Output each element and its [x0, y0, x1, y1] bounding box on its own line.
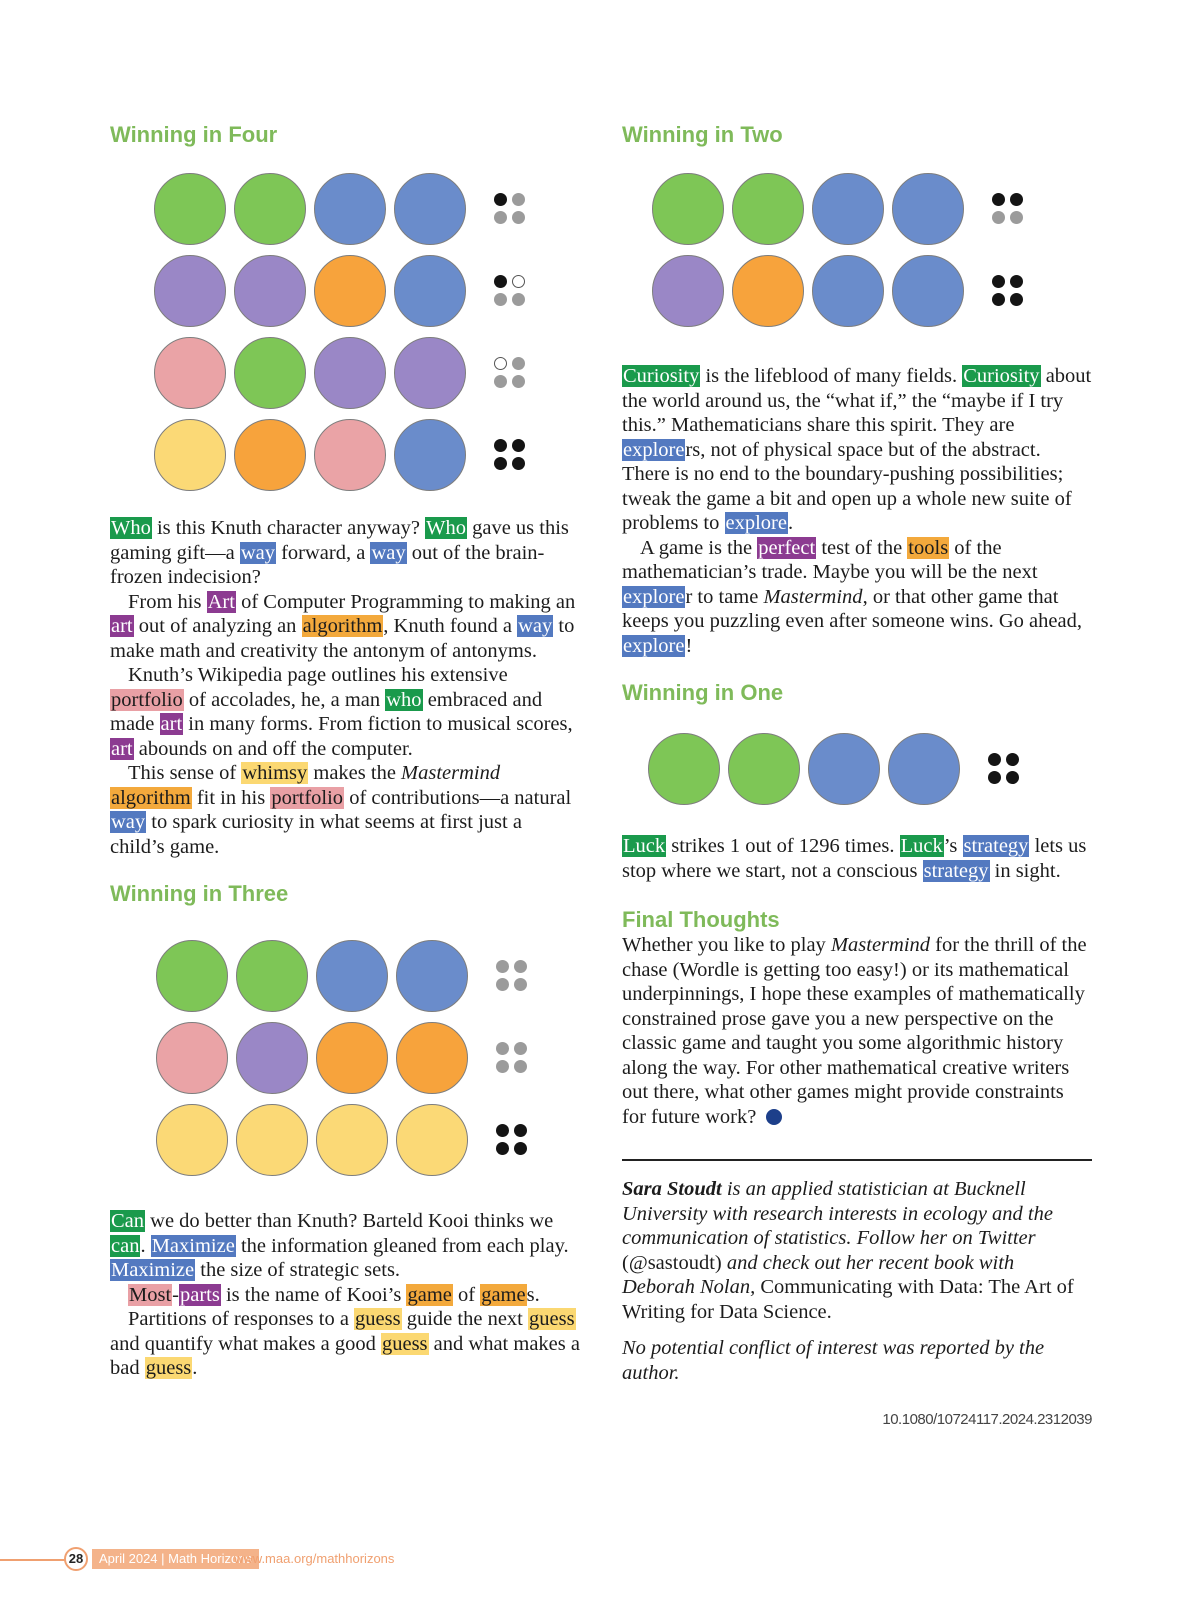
purple-peg: [652, 255, 724, 327]
highlighted-word: can: [111, 1234, 140, 1257]
text-run: in sight.: [989, 859, 1061, 882]
yellow-peg: [156, 1104, 228, 1176]
orange-peg: [316, 1022, 388, 1094]
highlighted-word: explore: [623, 585, 685, 608]
text-run: of: [452, 1283, 481, 1306]
highlighted-word: guess: [381, 1332, 428, 1355]
text-run: From his: [128, 590, 207, 613]
text-run: is the name of Kooi’s: [220, 1283, 407, 1306]
text-run: out of analyzing an: [133, 615, 302, 637]
green-peg: [234, 173, 306, 245]
yellow-peg: [154, 419, 226, 491]
green-peg: [154, 173, 226, 245]
guess-row: [652, 168, 1092, 250]
highlighted-word: algorithm: [111, 786, 191, 809]
yellow-peg: [396, 1104, 468, 1176]
black-feedback-peg: [514, 1124, 527, 1137]
guess-row: [154, 332, 580, 414]
black-feedback-peg: [1006, 753, 1019, 766]
blue-peg: [888, 733, 960, 805]
page-number: 28: [64, 1547, 88, 1571]
orange-peg: [396, 1022, 468, 1094]
highlighted-word: way: [518, 615, 553, 637]
highlighted-word: guess: [355, 1308, 401, 1330]
highlighted-word: Luck: [623, 835, 666, 857]
black-feedback-peg: [514, 1142, 527, 1155]
highlighted-word: perfect: [758, 536, 816, 559]
board-three: [156, 935, 580, 1181]
text-run: , Knuth found a: [383, 615, 518, 637]
highlighted-word: explore: [623, 634, 685, 657]
text-run: to make math and creativity the antonym of antonyms.: [110, 615, 575, 662]
text-run: rs, not of physical space but of the abstract. There is no end to the boundary-pushing possibilities; tweak the game a bit and open up a whole new suite of problems to: [622, 438, 1072, 534]
black-feedback-peg: [494, 275, 507, 288]
gray-feedback-peg: [1010, 211, 1023, 224]
emphasis-text: Mastermind: [830, 934, 931, 956]
text-final: [622, 933, 1092, 1129]
text-run: of the mathematician’s trade. Maybe you will be the next: [622, 536, 1038, 583]
black-feedback-peg: [992, 193, 1005, 206]
feedback-pegs: [494, 275, 526, 307]
green-peg: [236, 940, 308, 1012]
gray-feedback-peg: [496, 978, 509, 991]
text-two: [622, 364, 1092, 658]
text-run: !: [685, 634, 693, 657]
text-run: of contributions—a natural: [344, 786, 572, 809]
text-run: r to tame: [685, 585, 764, 608]
feedback-pegs: [494, 439, 526, 471]
black-feedback-peg: [496, 1124, 509, 1137]
blue-peg: [396, 940, 468, 1012]
blue-peg: [808, 733, 880, 805]
gray-feedback-peg: [494, 375, 507, 388]
gray-feedback-peg: [514, 1042, 527, 1055]
guess-row: [648, 728, 1092, 810]
pink-peg: [156, 1022, 228, 1094]
heading-winning-in-four: Winning in Four: [110, 122, 278, 147]
black-feedback-peg: [1006, 771, 1019, 784]
white-feedback-peg: [494, 357, 507, 370]
orange-peg: [314, 255, 386, 327]
heading-winning-in-three: Winning in Three: [110, 881, 289, 906]
gray-feedback-peg: [992, 211, 1005, 224]
gray-feedback-peg: [496, 960, 509, 973]
feedback-pegs: [494, 193, 526, 225]
feedback-pegs: [992, 193, 1024, 225]
paragraph: [110, 1209, 580, 1283]
left-column: [110, 122, 580, 1381]
guess-row: [154, 168, 580, 250]
black-feedback-peg: [1010, 293, 1023, 306]
text-run: -: [172, 1283, 179, 1306]
gray-feedback-peg: [496, 1060, 509, 1073]
gray-feedback-peg: [514, 1060, 527, 1073]
yellow-peg: [236, 1104, 308, 1176]
highlighted-word: strategy: [963, 835, 1029, 857]
black-feedback-peg: [496, 1142, 509, 1155]
highlighted-word: Maximize: [151, 1234, 235, 1257]
text-run: out of the brain-frozen indecision?: [110, 541, 545, 588]
highlighted-word: portfolio: [111, 688, 183, 711]
highlighted-word: Maximize: [111, 1259, 195, 1281]
black-feedback-peg: [512, 439, 525, 452]
gray-feedback-peg: [512, 193, 525, 206]
purple-peg: [234, 255, 306, 327]
text-run: in many forms. From fiction to musical scores,: [183, 713, 573, 735]
text-run: .: [140, 1234, 151, 1257]
text-run: A game is the: [640, 536, 758, 559]
black-feedback-peg: [992, 293, 1005, 306]
text-run: Whether you like to play: [622, 934, 831, 956]
feedback-pegs: [496, 1124, 528, 1156]
purple-peg: [154, 255, 226, 327]
emphasis-text: Mastermind: [763, 585, 863, 608]
text-run: Partitions of responses to a: [128, 1308, 355, 1330]
text-run: to spark curiosity in what seems at first just a child’s game.: [110, 811, 522, 858]
pink-peg: [154, 337, 226, 409]
black-feedback-peg: [1010, 275, 1023, 288]
highlighted-word: game: [407, 1283, 452, 1306]
green-peg: [728, 733, 800, 805]
gray-feedback-peg: [494, 293, 507, 306]
blue-peg: [394, 255, 466, 327]
paragraph: [622, 364, 1092, 536]
gray-feedback-peg: [494, 211, 507, 224]
heading-final-thoughts: Final Thoughts: [622, 907, 780, 932]
text-run: Knuth’s Wikipedia page outlines his extensive: [128, 664, 508, 686]
text-run: s.: [526, 1283, 540, 1306]
text-run: gave us this gaming gift—a: [110, 517, 569, 564]
purple-peg: [394, 337, 466, 409]
divider-rule: [622, 1159, 1092, 1161]
text-run: fit in his: [191, 786, 271, 809]
pink-peg: [314, 419, 386, 491]
black-feedback-peg: [992, 275, 1005, 288]
board-four: [154, 168, 580, 496]
highlighted-word: art: [160, 713, 183, 735]
black-feedback-peg: [988, 753, 1001, 766]
highlighted-word: parts: [179, 1283, 220, 1306]
emphasis-text: Sara Stoudt: [622, 1178, 722, 1200]
green-peg: [234, 337, 306, 409]
highlighted-word: guess: [145, 1357, 192, 1379]
guess-row: [154, 250, 580, 332]
highlighted-word: Curiosity: [963, 365, 1040, 387]
highlighted-word: way: [111, 811, 146, 833]
conflict-statement: No potential conflict of interest was reported by the author.: [622, 1337, 1045, 1384]
text-run: the size of strategic sets.: [195, 1259, 401, 1281]
guess-row: [652, 250, 1092, 332]
text-run: test of the: [816, 536, 908, 559]
paragraph: [622, 536, 1092, 659]
paragraph: [622, 933, 1092, 1129]
blue-peg: [314, 173, 386, 245]
feedback-pegs: [494, 357, 526, 389]
paragraph: [110, 590, 580, 664]
highlighted-word: explore: [725, 512, 787, 534]
highlighted-word: portfolio: [271, 786, 344, 809]
gray-feedback-peg: [512, 293, 525, 306]
text-run: This sense of: [128, 762, 242, 784]
paragraph: [622, 834, 1092, 883]
text-run: .: [192, 1357, 198, 1379]
text-three: [110, 1209, 580, 1381]
highlighted-word: art: [111, 615, 133, 637]
paragraph: [110, 516, 580, 590]
gray-feedback-peg: [496, 1042, 509, 1055]
highlighted-word: Who: [111, 517, 151, 539]
highlighted-word: Art: [207, 590, 235, 613]
black-feedback-peg: [494, 439, 507, 452]
gray-feedback-peg: [512, 357, 525, 370]
guess-row: [156, 1017, 580, 1099]
paragraph: [110, 663, 580, 761]
emphasis-text: and check out her recent book with Deborah Nolan,: [622, 1251, 1015, 1298]
blue-peg: [812, 173, 884, 245]
board-one: [648, 728, 1092, 810]
text-run: about the world around us, the “what if,” the “maybe if I try this.” Mathematicians share this spirit. They are: [622, 365, 1092, 436]
highlighted-word: Curiosity: [623, 365, 700, 387]
gray-feedback-peg: [514, 960, 527, 973]
right-column: [622, 122, 1092, 1428]
text-run: is this Knuth character anyway?: [151, 517, 426, 539]
text-run: guide the next: [401, 1308, 528, 1330]
doi: 10.1080/10724117.2024.2312039: [882, 1411, 1092, 1428]
feedback-pegs: [496, 960, 528, 992]
gray-feedback-peg: [514, 978, 527, 991]
white-feedback-peg: [512, 275, 525, 288]
highlighted-word: tools: [908, 536, 949, 559]
black-feedback-peg: [494, 193, 507, 206]
text-run: and what makes a bad: [110, 1332, 580, 1379]
highlighted-word: Luck: [900, 835, 943, 857]
blue-peg: [812, 255, 884, 327]
feedback-pegs: [992, 275, 1024, 307]
blue-peg: [892, 173, 964, 245]
text-four: [110, 516, 580, 859]
paragraph: [110, 1307, 580, 1381]
board-two: [652, 168, 1092, 332]
green-peg: [652, 173, 724, 245]
black-feedback-peg: [988, 771, 1001, 784]
heading-winning-in-one: Winning in One: [622, 680, 784, 705]
text-run: Communicating with Data: The Art of Writing for Data Science.: [622, 1276, 1074, 1323]
highlighted-word: art: [111, 737, 133, 760]
yellow-peg: [316, 1104, 388, 1176]
text-run: of accolades, he, a man: [183, 688, 386, 711]
highlighted-word: guess: [529, 1308, 575, 1330]
highlighted-word: Most: [129, 1283, 172, 1306]
green-peg: [156, 940, 228, 1012]
orange-peg: [732, 255, 804, 327]
guess-row: [156, 935, 580, 1017]
text-run: ’s: [943, 835, 963, 857]
text-run: makes the: [308, 762, 402, 784]
highlighted-word: who: [386, 688, 422, 711]
text-run: forward, a: [275, 541, 371, 564]
paragraph: [110, 761, 580, 859]
text-run: the information gleaned from each play.: [235, 1234, 569, 1257]
gray-feedback-peg: [512, 211, 525, 224]
heading-winning-in-two: Winning in Two: [622, 122, 783, 147]
highlighted-word: way: [240, 541, 275, 564]
text-run: abounds on and off the computer.: [133, 737, 413, 760]
text-run: (@sastoudt): [622, 1251, 722, 1274]
text-run: for the thrill of the chase (Wordle is getting too easy!) or its mathematical underpinnings, I hope these examples of mathematically constrained prose gave you a new perspective on the classic game and taught you some algorithmic history along the way. For other mathematical creative writers out there, what other games might provide constraints for future work?: [622, 934, 1087, 1128]
emphasis-text: Mastermind: [401, 762, 501, 784]
page-footer: [0, 1546, 420, 1574]
text-run: and quantify what makes a good: [110, 1332, 381, 1355]
guess-row: [156, 1099, 580, 1181]
highlighted-word: game: [481, 1283, 526, 1306]
emphasis-text: is an applied statistician at Bucknell University with research interests in ecology and the communication of statistics. Follow her on Twitter: [622, 1178, 1053, 1249]
highlighted-word: Who: [426, 517, 466, 539]
text-run: strikes 1 out of 1296 times.: [666, 835, 900, 857]
highlighted-word: whimsy: [242, 762, 308, 784]
feedback-pegs: [496, 1042, 528, 1074]
text-run: .: [787, 512, 794, 534]
black-feedback-peg: [494, 457, 507, 470]
highlighted-word: algorithm: [302, 615, 383, 637]
end-mark-icon: [766, 1109, 782, 1125]
purple-peg: [236, 1022, 308, 1094]
text-run: we do better than Knuth? Barteld Kooi thinks we: [145, 1210, 554, 1232]
issue-tag: April 2024 | Math Horizons: [92, 1549, 259, 1569]
guess-row: [154, 414, 580, 496]
black-feedback-peg: [1010, 193, 1023, 206]
blue-peg: [316, 940, 388, 1012]
text-run: is the lifeblood of many fields.: [700, 365, 963, 387]
green-peg: [648, 733, 720, 805]
author-bio: [622, 1177, 1092, 1324]
highlighted-word: explore: [623, 438, 685, 461]
blue-peg: [394, 173, 466, 245]
highlighted-word: way: [371, 541, 406, 564]
highlighted-word: Can: [111, 1210, 145, 1232]
highlighted-word: strategy: [923, 859, 989, 882]
text-one: [622, 834, 1092, 883]
purple-peg: [314, 337, 386, 409]
green-peg: [732, 173, 804, 245]
blue-peg: [394, 419, 466, 491]
paragraph: [110, 1283, 580, 1308]
gray-feedback-peg: [512, 375, 525, 388]
blue-peg: [892, 255, 964, 327]
orange-peg: [234, 419, 306, 491]
footer-rule: [0, 1559, 68, 1561]
text-run: embraced and made: [110, 688, 543, 735]
black-feedback-peg: [512, 457, 525, 470]
text-run: , or that other game that keeps you puzzling even after someone wins. Go ahead,: [622, 585, 1082, 632]
text-run: of Computer Programming to making an: [235, 590, 576, 613]
feedback-pegs: [988, 753, 1020, 785]
site-link[interactable]: www.maa.org/mathhorizons: [234, 1551, 395, 1566]
text-run: lets us stop where we start, not a conscious: [622, 835, 1087, 882]
